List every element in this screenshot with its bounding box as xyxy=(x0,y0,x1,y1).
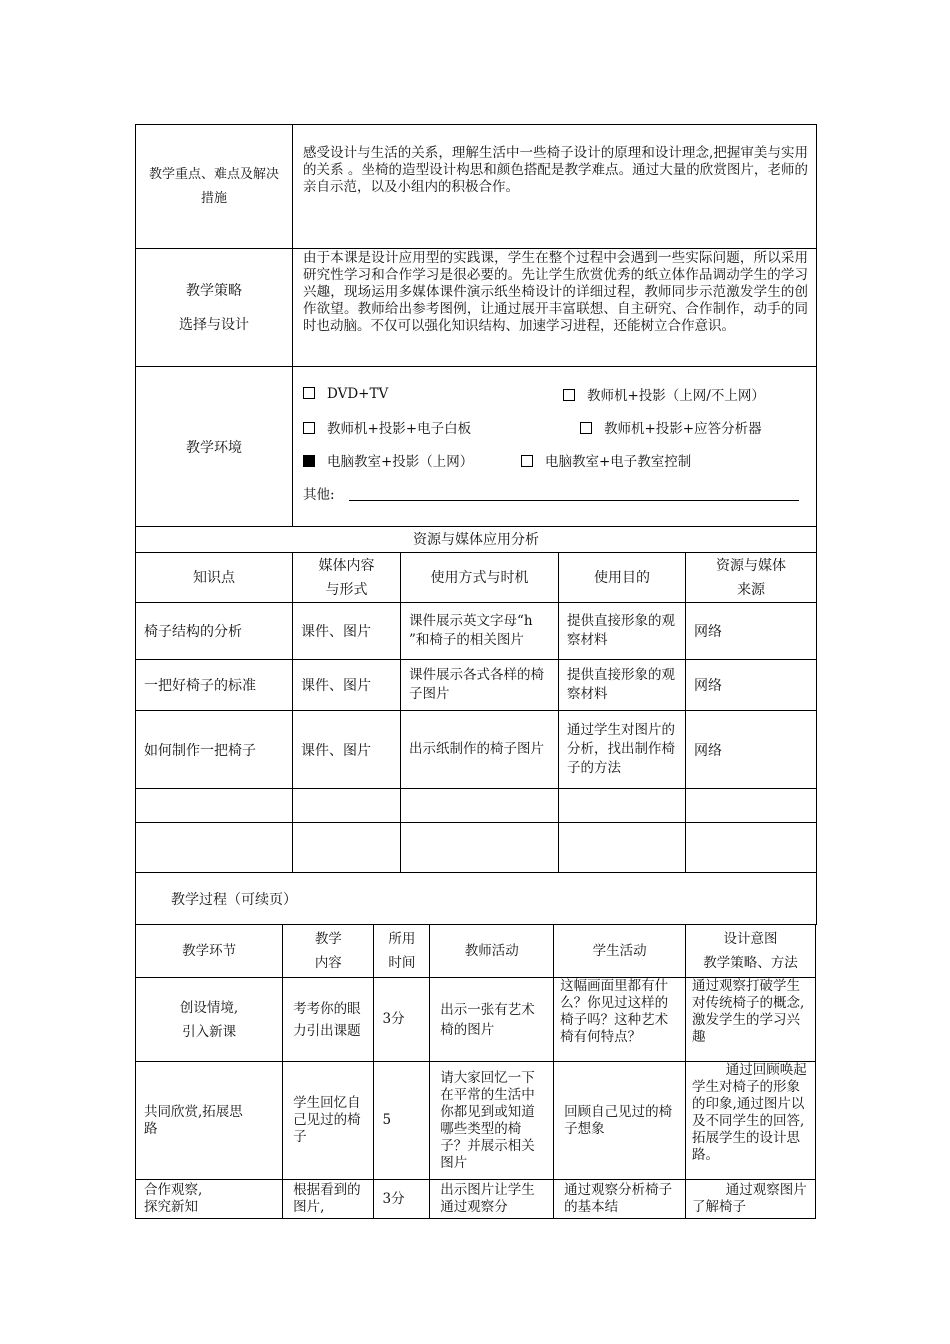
cell-stage-line2: 引入新课 xyxy=(182,1023,237,1040)
cell-stage-line2: 路 xyxy=(144,1120,158,1137)
header-design-line2: 教学策略、方法 xyxy=(703,955,798,971)
checkbox-icon[interactable] xyxy=(580,422,592,434)
header-content xyxy=(283,925,374,978)
strategy-label-line1: 教学策略 xyxy=(186,282,242,299)
header-content-line1: 教学 xyxy=(314,931,342,947)
table-row xyxy=(136,1062,816,1180)
cell-usage: 课件展示各式各样的椅子图片 xyxy=(401,660,559,711)
environment-row xyxy=(136,367,817,527)
cell-design: 通过观察图片了解椅子 xyxy=(686,1180,816,1219)
cell-stage xyxy=(136,1180,283,1219)
checkbox-icon[interactable] xyxy=(303,387,315,399)
key-points-label xyxy=(136,125,293,249)
cell-media: 课件、图片 xyxy=(293,603,401,660)
key-points-text: 感受设计与生活的关系，理解生活中一些椅子设计的原理和设计理念,把握审美与实用的关系 。坐椅的造型设计构思和颜色搭配是教学难点。通过大量的欣赏图片，老师的亲自示范，以及小组内的积极合作。 xyxy=(293,125,817,249)
cell-content: 考考你的眼力引出课题 xyxy=(283,978,374,1062)
cell-media: 课件、图片 xyxy=(293,711,401,789)
cell-content: 学生回忆自己见过的椅子 xyxy=(283,1062,374,1180)
option-teacher-online[interactable] xyxy=(563,384,765,404)
cell-time: 3分 xyxy=(374,1180,430,1219)
cell-student: 这幅画面里都有什么？你见过这样的椅子吗？这种艺术椅有何特点？ xyxy=(554,978,686,1062)
key-points-label-line1: 教学重点、难点及解决 xyxy=(148,166,279,182)
cell-stage xyxy=(136,978,283,1062)
cell-purpose: 提供直接形象的观察材料 xyxy=(559,660,686,711)
plan-table-upper xyxy=(135,124,817,925)
header-time-line2: 时间 xyxy=(388,955,416,971)
cell-student: 回顾自己见过的椅子想象 xyxy=(554,1062,686,1180)
cell-stage-line1: 共同欣赏,拓展思 xyxy=(144,1103,243,1120)
cell-time: 5 xyxy=(374,1062,430,1180)
table-row xyxy=(136,660,817,711)
header-content-line2: 内容 xyxy=(314,955,342,971)
option-response[interactable] xyxy=(580,417,762,437)
cell-design: 通过观察打破学生对传统椅子的概念,激发学生的学习兴趣 xyxy=(686,978,816,1062)
cell-stage-line2: 探究新知 xyxy=(144,1199,198,1215)
process-title: 教学过程（可续页） xyxy=(136,873,817,925)
strategy-label xyxy=(136,249,293,367)
other-label: 其他: xyxy=(303,486,335,503)
process-table xyxy=(135,924,816,1219)
cell-student: 通过观察分析椅子的基本结 xyxy=(554,1180,686,1219)
process-title-row xyxy=(136,873,817,925)
resources-header-row xyxy=(136,553,817,603)
cell-source: 网络 xyxy=(686,660,817,711)
cell-usage: 课件展示英文字母“h ”和椅子的相关图片 xyxy=(401,603,559,660)
empty-row xyxy=(136,789,817,823)
other-input-line[interactable] xyxy=(349,500,799,501)
header-stage: 教学环节 xyxy=(136,925,283,978)
resources-section-title: 资源与媒体应用分析 xyxy=(136,527,817,553)
cell-knowledge: 一把好椅子的标准 xyxy=(136,660,293,711)
cell-source: 网络 xyxy=(686,603,817,660)
option-dvd-label: DVD+TV xyxy=(327,385,389,402)
header-media xyxy=(293,553,401,603)
key-points-row xyxy=(136,125,817,249)
empty-row xyxy=(136,823,817,873)
cell-content: 根据看到的图片, xyxy=(283,1180,374,1219)
environment-options xyxy=(293,367,817,527)
option-computer-room[interactable] xyxy=(303,450,473,470)
cell-teacher: 请大家回忆一下在平常的生活中你都见到或知道哪些类型的椅子？并展示相关图片 xyxy=(430,1062,554,1180)
table-row xyxy=(136,711,817,789)
table-row xyxy=(136,978,816,1062)
checkbox-icon[interactable] xyxy=(303,422,315,434)
cell-time: 3分 xyxy=(374,978,430,1062)
header-source xyxy=(686,553,817,603)
environment-label: 教学环境 xyxy=(136,367,293,527)
cell-knowledge: 椅子结构的分析 xyxy=(136,603,293,660)
cell-stage xyxy=(136,1062,283,1180)
header-media-line2: 与形式 xyxy=(325,581,368,598)
lesson-plan-page xyxy=(135,124,816,1219)
header-media-line1: 媒体内容 xyxy=(318,557,375,574)
option-teacher-online-label: 教师机+投影（上网/不上网） xyxy=(587,387,765,404)
checkbox-icon[interactable] xyxy=(563,389,575,401)
process-header-row xyxy=(136,925,816,978)
header-time xyxy=(374,925,430,978)
header-usage: 使用方式与时机 xyxy=(401,553,559,603)
strategy-text: 由于本课是设计应用型的实践课，学生在整个过程中会遇到一些实际问题，所以采用研究性学习和合作学习是很必要的。先让学生欣赏优秀的纸立体作品调动学生的学习兴趣，现场运用多媒体课件演示纸坐椅设计的详细过程，教师同步示范激发学生的创作欲望。教师给出参考图例，让通过展开丰富联想、自主研究、合作制作，动手的同时也动脑。不仅可以强化知识结构、加速学习进程，还能树立合作意识。 xyxy=(293,249,817,367)
cell-usage: 出示纸制作的椅子图片 xyxy=(401,711,559,789)
option-dvd[interactable] xyxy=(303,386,388,402)
cell-media: 课件、图片 xyxy=(293,660,401,711)
cell-purpose: 通过学生对图片的分析，找出制作椅子的方法 xyxy=(559,711,686,789)
header-source-line2: 来源 xyxy=(737,581,766,598)
header-teacher: 教师活动 xyxy=(430,925,554,978)
resources-title-row xyxy=(136,527,817,553)
header-source-line1: 资源与媒体 xyxy=(716,557,787,574)
header-purpose: 使用目的 xyxy=(559,553,686,603)
option-whiteboard-label: 教师机+投影+电子白板 xyxy=(327,420,472,437)
option-computer-control-label: 电脑教室+电子教室控制 xyxy=(545,453,692,470)
cell-source: 网络 xyxy=(686,711,817,789)
checkbox-icon[interactable] xyxy=(521,455,533,467)
strategy-row xyxy=(136,249,817,367)
header-design xyxy=(686,925,816,978)
cell-purpose: 提供直接形象的观察材料 xyxy=(559,603,686,660)
cell-teacher: 出示图片让学生通过观察分 xyxy=(430,1180,554,1219)
strategy-label-line2: 选择与设计 xyxy=(179,316,249,333)
option-computer-control[interactable] xyxy=(521,450,691,470)
checkbox-checked-icon[interactable] xyxy=(303,455,315,467)
header-time-line1: 所用 xyxy=(388,931,416,947)
cell-knowledge: 如何制作一把椅子 xyxy=(136,711,293,789)
option-response-label: 教师机+投影+应答分析器 xyxy=(604,420,762,437)
header-student: 学生活动 xyxy=(554,925,686,978)
header-design-line1: 设计意图 xyxy=(723,931,778,947)
table-row xyxy=(136,603,817,660)
header-knowledge: 知识点 xyxy=(136,553,293,603)
option-whiteboard[interactable] xyxy=(303,417,471,437)
table-row xyxy=(136,1180,816,1219)
cell-stage-line1: 创设情境, xyxy=(179,999,239,1016)
option-computer-room-label: 电脑教室+投影（上网） xyxy=(327,453,474,470)
key-points-label-line2: 措施 xyxy=(200,190,227,206)
cell-stage-line1: 合作观察, xyxy=(144,1182,203,1198)
cell-teacher: 出示一张有艺术椅的图片 xyxy=(430,978,554,1062)
cell-design: 通过回顾唤起学生对椅子的形象的印象,通过图片以及不同学生的回答,拓展学生的设计思路。 xyxy=(686,1062,816,1180)
